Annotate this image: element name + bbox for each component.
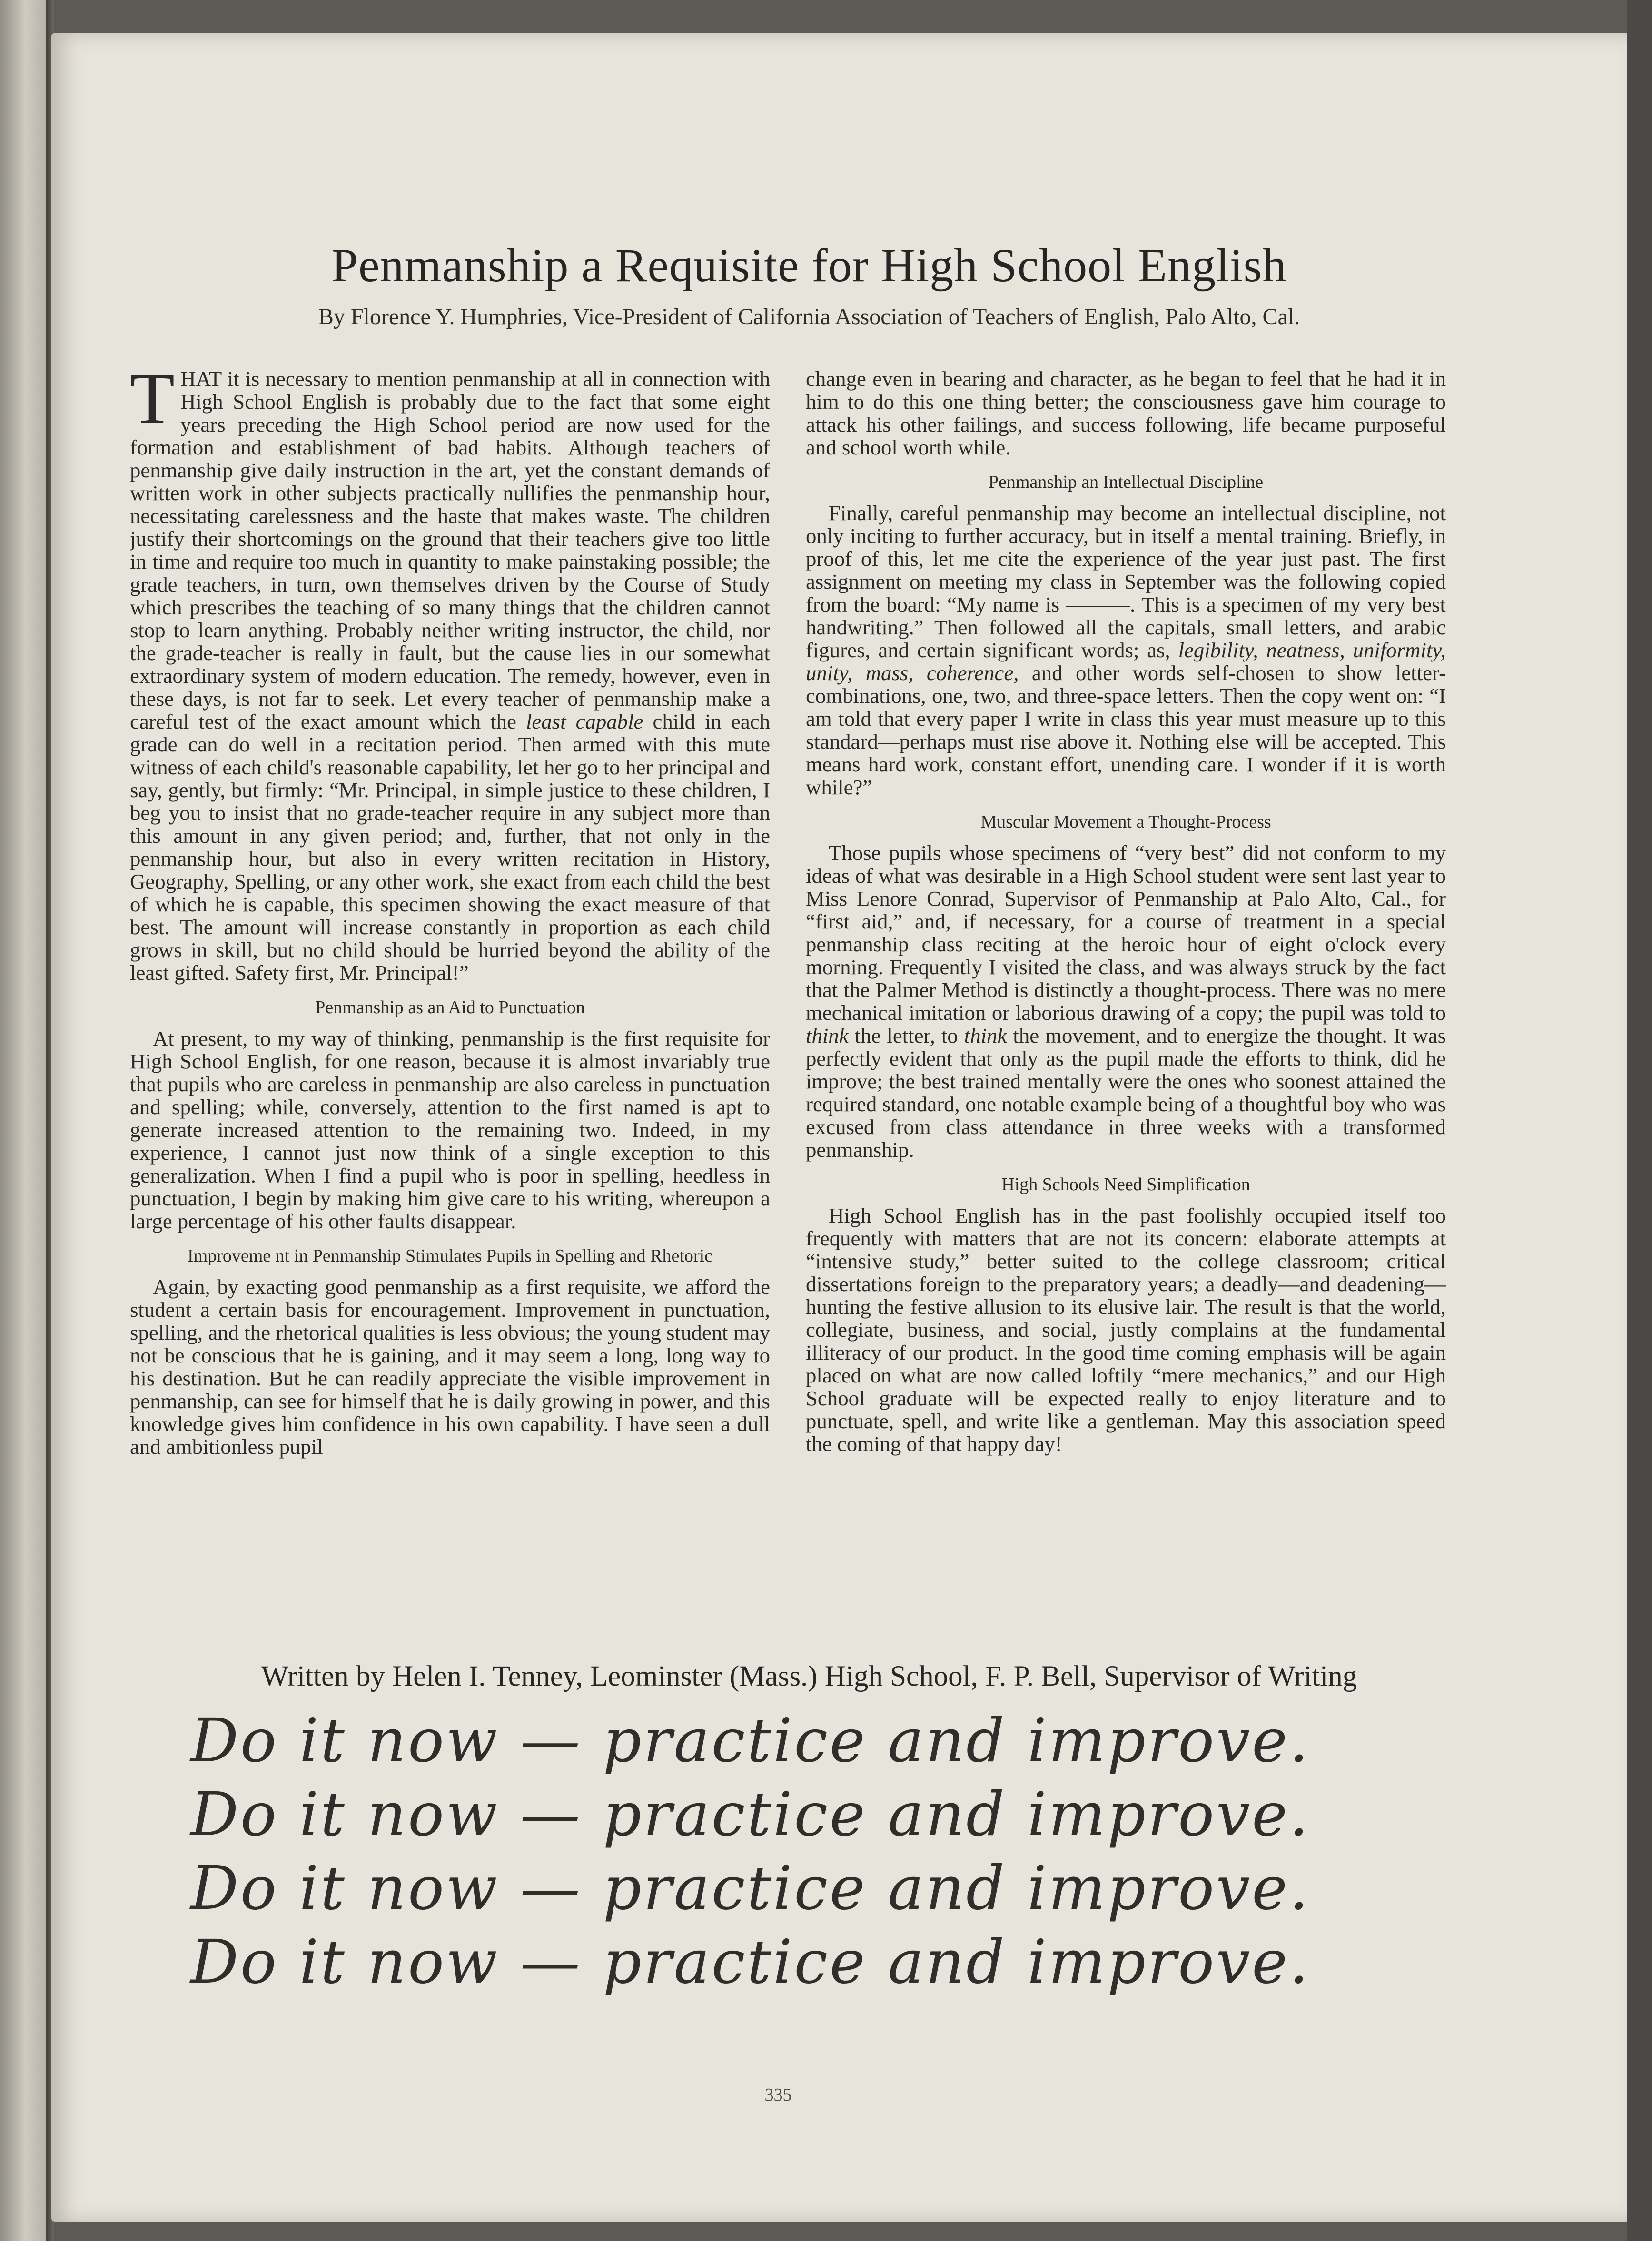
article-byline: By Florence Y. Humphries, Vice-President of California Association of Teachers of English, Palo Alto, Cal.: [318, 304, 1300, 329]
intro-text: HAT it is necessary to mention penmanship at all in connection with High School English is probably due to the fact that some eight years preceding the High School period are now used for the formation and establishment of bad habits. Although teachers of penmanship give daily instruction in the art, yet the constant demands of written work in other subjects practically nullifies the penmanship hour, necessitating carelessness and the haste that makes waste. The children justify their shortcomings on the ground that their teachers give too little in time and require too much in quantity to make painstaking possible; the grade teachers, in turn, own themselves driven by the Course of Study which prescribes the teaching of so many things that the children cannot stop to learn anything. Probably neither writing instructor, the child, nor the grade-teacher is really in fault, but the cause lies in our somewhat extraordinary system of modern education. The remedy, however, even in these days, is not far to seek. Let every teacher of penmanship make a careful test of the exact amount which the: [130, 367, 770, 733]
section-heading-intellectual-discipline: Penmanship an Intellectual Discipline: [988, 472, 1264, 492]
section-text-punctuation: At present, to my way of thinking, penmanship is the first requisite for High School English, for one reason, because it is almost invariably true that pupils who are careless in penmanship are also careless in punctuation and spelling; while, conversely, attention to the first named is apt to generate increased attention to the remaining two. Indeed, in my experience, I cannot just now think of a single exception to this generalization. When I find a pupil who is poor in spelling, heedless in punctuation, I begin by making him give care to his writing, whereupon a large percentage of his other faults disappear.: [130, 1027, 770, 1233]
section-heading-muscular-movement: Muscular Movement a Thought-Process: [980, 812, 1271, 832]
page-number: 335: [764, 2085, 792, 2105]
section-text-spelling-rhetoric: Again, by exacting good penmanship as a first requisite, we afford the student a certain basis for encouragement. Improvement in punctuation, spelling, and the rhetorical qualities is less obvious; the young student may not be conscious that he is gaining, and it may seem a long, long way to his destination. But he can readily appreciate the visible improvement in penmanship, can see for himself that he is daily growing in power, and this knowledge gives him confidence in his own capability. I have seen a dull and ambitionless pupil: [130, 1275, 770, 1459]
scan-background: [1627, 0, 1652, 2241]
discipline-text-b: and other words self-chosen to show letter-combinations, one, two, and three-space letters. Then the copy went on: “I am told that every paper I write in class this year must measure up to this standard—perhaps must rise above it. Nothing else will be accepted. This means hard work, constant effort, unending care. I wonder if it is worth while?”: [806, 661, 1446, 799]
article-title: Penmanship a Requisite for High School English: [331, 239, 1287, 292]
movement-emphasis-2: think: [964, 1024, 1007, 1047]
section-heading-spelling-rhetoric: Improveme nt in Penmanship Stimulates Pupils in Spelling and Rhetoric: [188, 1246, 712, 1266]
right-column: [806, 367, 1446, 1643]
specimen-caption: Written by Helen I. Tenney, Leominster (Mass.) High School, F. P. Bell, Supervisor of Writing: [261, 1660, 1357, 1692]
discipline-text-a: Finally, careful penmanship may become an intellectual discipline, not only inciting to further accuracy, but in itself a mental training. Briefly, in proof of this, let me cite the experience of the year just past. The first assignment on meeting my class in September was the following copied from the board: “My name is ———. This is a specimen of my very best handwriting.” Then followed all the capitals, small letters, and arabic figures, and certain significant words; as,: [806, 501, 1446, 662]
section-text-muscular-movement: [806, 841, 1446, 1161]
discipline-emphasis: legibility, neatness, uniformity, unity, mass, coherence,: [806, 638, 1446, 685]
intro-text-tail: child in each grade can do well in a recitation period. Then armed with this mute witness of each child's reasonable capability, let her go to her principal and say, gently, but firmly: “Mr. Principal, in simple justice to these children, I beg you to insist that no grade-teacher require in any subject more than this amount in any given period; and, further, that not only in the penmanship hour, but also in every written recitation in History, Geography, Spelling, or any other work, she exact from each child the best of which he is capable, this specimen showing the exact measure of that best. The amount will increase constantly in proportion as each child grows in skill, but no child should be hurried beyond the ability of the least gifted. Safety first, Mr. Principal!”: [130, 710, 770, 985]
movement-text-b: the letter, to: [854, 1024, 958, 1047]
section-text-intellectual-discipline: [806, 502, 1446, 799]
handwriting-line-2: Do it now — practice and improve.: [190, 1779, 1310, 1849]
section-heading-punctuation: Penmanship as an Aid to Punctuation: [315, 997, 585, 1017]
movement-emphasis-1: think: [806, 1024, 849, 1047]
handwriting-line-4: Do it now — practice and improve.: [190, 1927, 1310, 1997]
drop-cap: T: [130, 367, 175, 439]
section-text-simplification: High School English has in the past foolishly occupied itself too frequently with matters that are not its concern: elaborate attempts at “intensive study,” better suited to the college classroom; critical dissertations foreign to the preparatory years; a deadly—and deadening—hunting the festive allusion to its elusive lair. The result is that the world, collegiate, business, and social, justly complains at the fundamental illiteracy of our product. In the good time coming emphasis will be again placed on what are now called loftily “mere mechanics,” and our High School graduate will be expected really to enjoy literature and to punctuate, spell, and write like a gentleman. May this association speed the coming of that happy day!: [806, 1204, 1446, 1456]
handwriting-line-3: Do it now — practice and improve.: [190, 1853, 1310, 1923]
movement-text-c: the movement, and to energize the thought. It was perfectly evident that only as the pupil made the efforts to think, did he improve; the best trained mentally were the ones who soonest attained the required standard, one notable example being of a thoughtful boy who was excused from class attendance in three weeks with a transformed penmanship.: [806, 1024, 1446, 1162]
intro-paragraph: [130, 367, 770, 984]
handwriting-line-1: Do it now — practice and improve.: [190, 1706, 1310, 1776]
previous-page-edge: [0, 0, 46, 2241]
intro-emphasis: least capable: [525, 710, 643, 733]
section-heading-simplification: High Schools Need Simplification: [1001, 1175, 1250, 1195]
movement-text-a: Those pupils whose specimens of “very best” did not conform to my ideas of what was desirable in a High School student were sent last year to Miss Lenore Conrad, Supervisor of Penmanship at Palo Alto, Cal., for “first aid,” and, if necessary, for a course of treatment in a special penmanship class reciting at the heroic hour of eight o'clock every morning. Frequently I visited the class, and was always struck by the fact that the Palmer Method is distinctly a thought-process. There was no mere mechanical imitation or laborious drawing of a copy; the pupil was told to: [806, 841, 1446, 1025]
left-column: [130, 367, 770, 1643]
section-text-continued: change even in bearing and character, as he began to feel that he had it in him to do this one thing better; the consciousness gave him courage to attack his other failings, and success following, life became purposeful and school worth while.: [806, 367, 1446, 459]
handwriting-specimen: [190, 1704, 1523, 1999]
